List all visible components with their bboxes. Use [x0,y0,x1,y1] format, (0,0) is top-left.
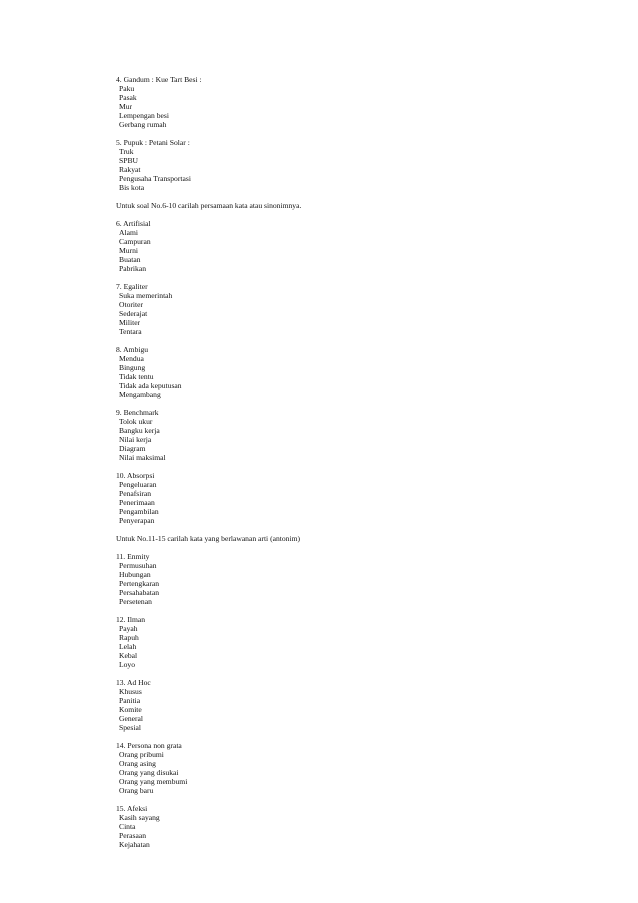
answer-option: Tolok ukur [119,417,153,426]
answer-option: Diagram [119,444,146,453]
instruction-text: Untuk No.11-15 carilah kata yang berlawanan arti (antonim) [116,534,301,543]
question-text: 4. Gandum : Kue Tart Besi : [116,75,202,84]
instruction-text: Untuk soal No.6-10 carilah persamaan kata atau sinonimnya. [116,201,302,210]
answer-option: Lelah [119,642,137,651]
question-block [116,138,596,192]
question-block [116,552,596,606]
answer-option: Spesial [119,723,141,732]
answer-option: Orang baru [119,786,154,795]
answer-option: Cinta [119,822,136,831]
answer-option: Lempengan besi [119,111,169,120]
answer-option: Pasak [119,93,137,102]
question-block [116,615,596,669]
answer-option: Orang pribumi [119,750,164,759]
answer-option: Murni [119,246,138,255]
answer-option: Permusuhan [119,561,157,570]
answer-option: Orang asing [119,759,156,768]
question-block [116,345,596,399]
answer-option: Penafsiran [119,489,152,498]
answer-option: Orang yang disukai [119,768,179,777]
answer-option: Mengambang [119,390,161,399]
answer-option: Khusus [119,687,142,696]
question-block [116,219,596,273]
answer-option: Kasih sayang [119,813,160,822]
question-text: 9. Benchmark [116,408,159,417]
answer-option: Pengeluaran [119,480,157,489]
question-text: 5. Pupuk : Petani Solar : [116,138,190,147]
answer-option: Persahabatan [119,588,160,597]
answer-option: Nilai kerja [119,435,152,444]
answer-option: Pengusaha Transportasi [119,174,191,183]
answer-option: Tidak tentu [119,372,154,381]
answer-option: Militer [119,318,141,327]
question-block [116,471,596,525]
answer-option: General [119,714,144,723]
answer-option: Loyo [119,660,136,669]
answer-option: Penyerapan [119,516,155,525]
answer-option: Buatan [119,255,141,264]
answer-option: Perasaan [119,831,146,840]
question-block [116,282,596,336]
answer-option: Panitia [119,696,141,705]
answer-option: Mendua [119,354,144,363]
answer-option: Campuran [119,237,151,246]
answer-option: Truk [119,147,134,156]
question-block [116,408,596,462]
answer-option: Kejahatan [119,840,150,849]
answer-option: Mur [119,102,133,111]
document-page [116,75,596,858]
answer-option: Persetenan [119,597,152,606]
answer-option: Bangku kerja [119,426,160,435]
answer-option: Bis kota [119,183,145,192]
answer-option: Pengambilan [119,507,159,516]
answer-option: Hubungan [119,570,151,579]
answer-option: Orang yang membumi [119,777,188,786]
question-block [116,75,596,129]
question-text: 6. Artifisial [116,219,151,228]
answer-option: Gerbang rumah [119,120,167,129]
question-block [116,804,596,849]
answer-option: Sederajat [119,309,148,318]
question-text: 11. Enmity [116,552,150,561]
answer-option: Paku [119,84,135,93]
answer-option: Komite [119,705,142,714]
answer-option: Tentara [119,327,142,336]
answer-option: Otoriter [119,300,144,309]
answer-option: Alami [119,228,138,237]
answer-option: Payah [119,624,138,633]
answer-option: SPBU [119,156,138,165]
answer-option: Pabrikan [119,264,146,273]
question-text: 15. Afeksi [116,804,148,813]
question-text: 13. Ad Hoc [116,678,151,687]
question-text: 12. Ilman [116,615,146,624]
answer-option: Nilai maksimal [119,453,166,462]
question-text: 10. Absorpsi [116,471,155,480]
question-text: 7. Egaliter [116,282,148,291]
answer-option: Kebal [119,651,138,660]
question-text: 8. Ambigu [116,345,149,354]
answer-option: Penerimaan [119,498,155,507]
answer-option: Pertengkaran [119,579,160,588]
answer-option: Suka memerintah [119,291,173,300]
question-block [116,741,596,795]
answer-option: Rakyat [119,165,141,174]
answer-option: Tidak ada keputusan [119,381,182,390]
question-text: 14. Persona non grata [116,741,182,750]
answer-option: Rapuh [119,633,139,642]
question-block [116,678,596,732]
answer-option: Bingung [119,363,146,372]
